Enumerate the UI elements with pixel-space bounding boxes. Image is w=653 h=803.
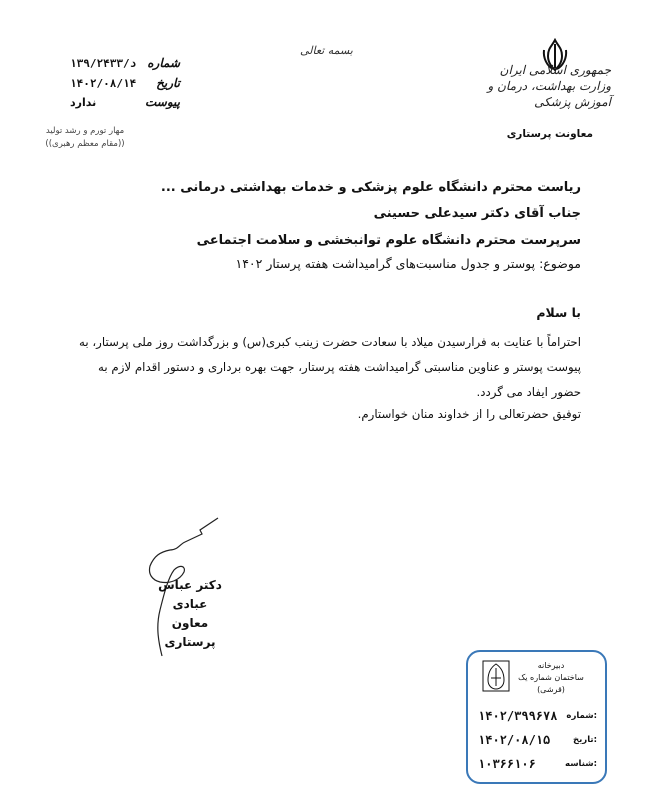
basmala: بسمه تعالی	[300, 44, 353, 57]
letter-attachment-value: ندارد	[70, 95, 97, 109]
addressee-line-1: ریاست محترم دانشگاه علوم پزشکی و خدمات بهداشتی درمانی ...	[160, 180, 581, 195]
body-paragraph: احتراماً با عنایت به فرارسیدن میلاد با سعادت حضرت زینب کبری(س) و بزرگداشت روز ملی پرستار، به پیوست پوستر و عناوین مناسبتی گرامیداشت هفته پرستار، جهت بهره برداری و دستور اقدام لازم به حضور ایفاد می گردد.	[79, 335, 581, 399]
stamp-number-value: ۱۴۰۲/۳۹۹۶۷۸	[478, 709, 558, 723]
signer-block	[150, 576, 230, 652]
university-seal-icon	[482, 660, 510, 692]
subject-label: موضوع:	[539, 256, 581, 271]
letter-number-row	[70, 54, 180, 72]
signer-title: معاون پرستاری	[164, 616, 216, 649]
stamp-id-value: ۱۰۳۶۶۱۰۶	[478, 757, 536, 771]
greeting: با سلام	[536, 305, 581, 320]
addressee-line-2: جناب آقای دکتر سیدعلی حسینی	[373, 206, 581, 221]
slogan-line: مهار تورم و رشد تولید	[45, 126, 125, 136]
subject-text: پوستر و جدول مناسبت‌های گرامیداشت هفته پرستار ۱۴۰۲	[235, 256, 536, 271]
registry-stamp	[466, 650, 607, 784]
stamp-date-value: ۱۴۰۲/۰۸/۱۵	[478, 733, 551, 747]
letter-number-value: د/۱۳۹/۲۴۳۳	[70, 56, 137, 70]
addressee-line-3: سرپرست محترم دانشگاه علوم توانبخشی و سلامت اجتماعی	[196, 233, 581, 248]
stamp-title-line-2: ساختمان شماره یک	[518, 673, 584, 682]
ministry-logo-text: جمهوری اسلامی ایران وزارت بهداشت، درمان و آموزش پزشکی	[487, 63, 611, 109]
stamp-date-label: تاریخ:	[572, 735, 597, 745]
slogan	[40, 125, 130, 151]
stamp-title	[511, 660, 591, 696]
letter-attachment-label: پیوست	[145, 95, 180, 109]
letter-date-value: ۱۴۰۲/۰۸/۱۴	[70, 76, 137, 90]
letter-attachment-row	[70, 93, 180, 111]
slogan-attribution: ((مقام معظم رهبری))	[45, 139, 125, 149]
closing-line: توفیق حضرتعالی را از خداوند منان خواستارم.	[357, 407, 581, 421]
stamp-id-row	[478, 755, 597, 773]
letter-date-row	[70, 74, 180, 92]
letter-date-label: تاریخ	[156, 76, 180, 90]
deputy-label: معاونت پرستاری	[506, 128, 593, 140]
letter-number-label: شماره	[147, 56, 180, 70]
subject-line	[236, 256, 582, 271]
stamp-id-label: شناسه:	[565, 759, 597, 769]
stamp-number-row	[478, 707, 597, 725]
stamp-number-label: شماره:	[566, 711, 597, 721]
stamp-title-line-1: دبیرخانه	[537, 661, 565, 670]
stamp-title-line-3: (قرشی)	[537, 685, 565, 694]
signer-name: دکتر عباس عبادی	[158, 578, 222, 611]
stamp-date-row	[478, 731, 597, 749]
